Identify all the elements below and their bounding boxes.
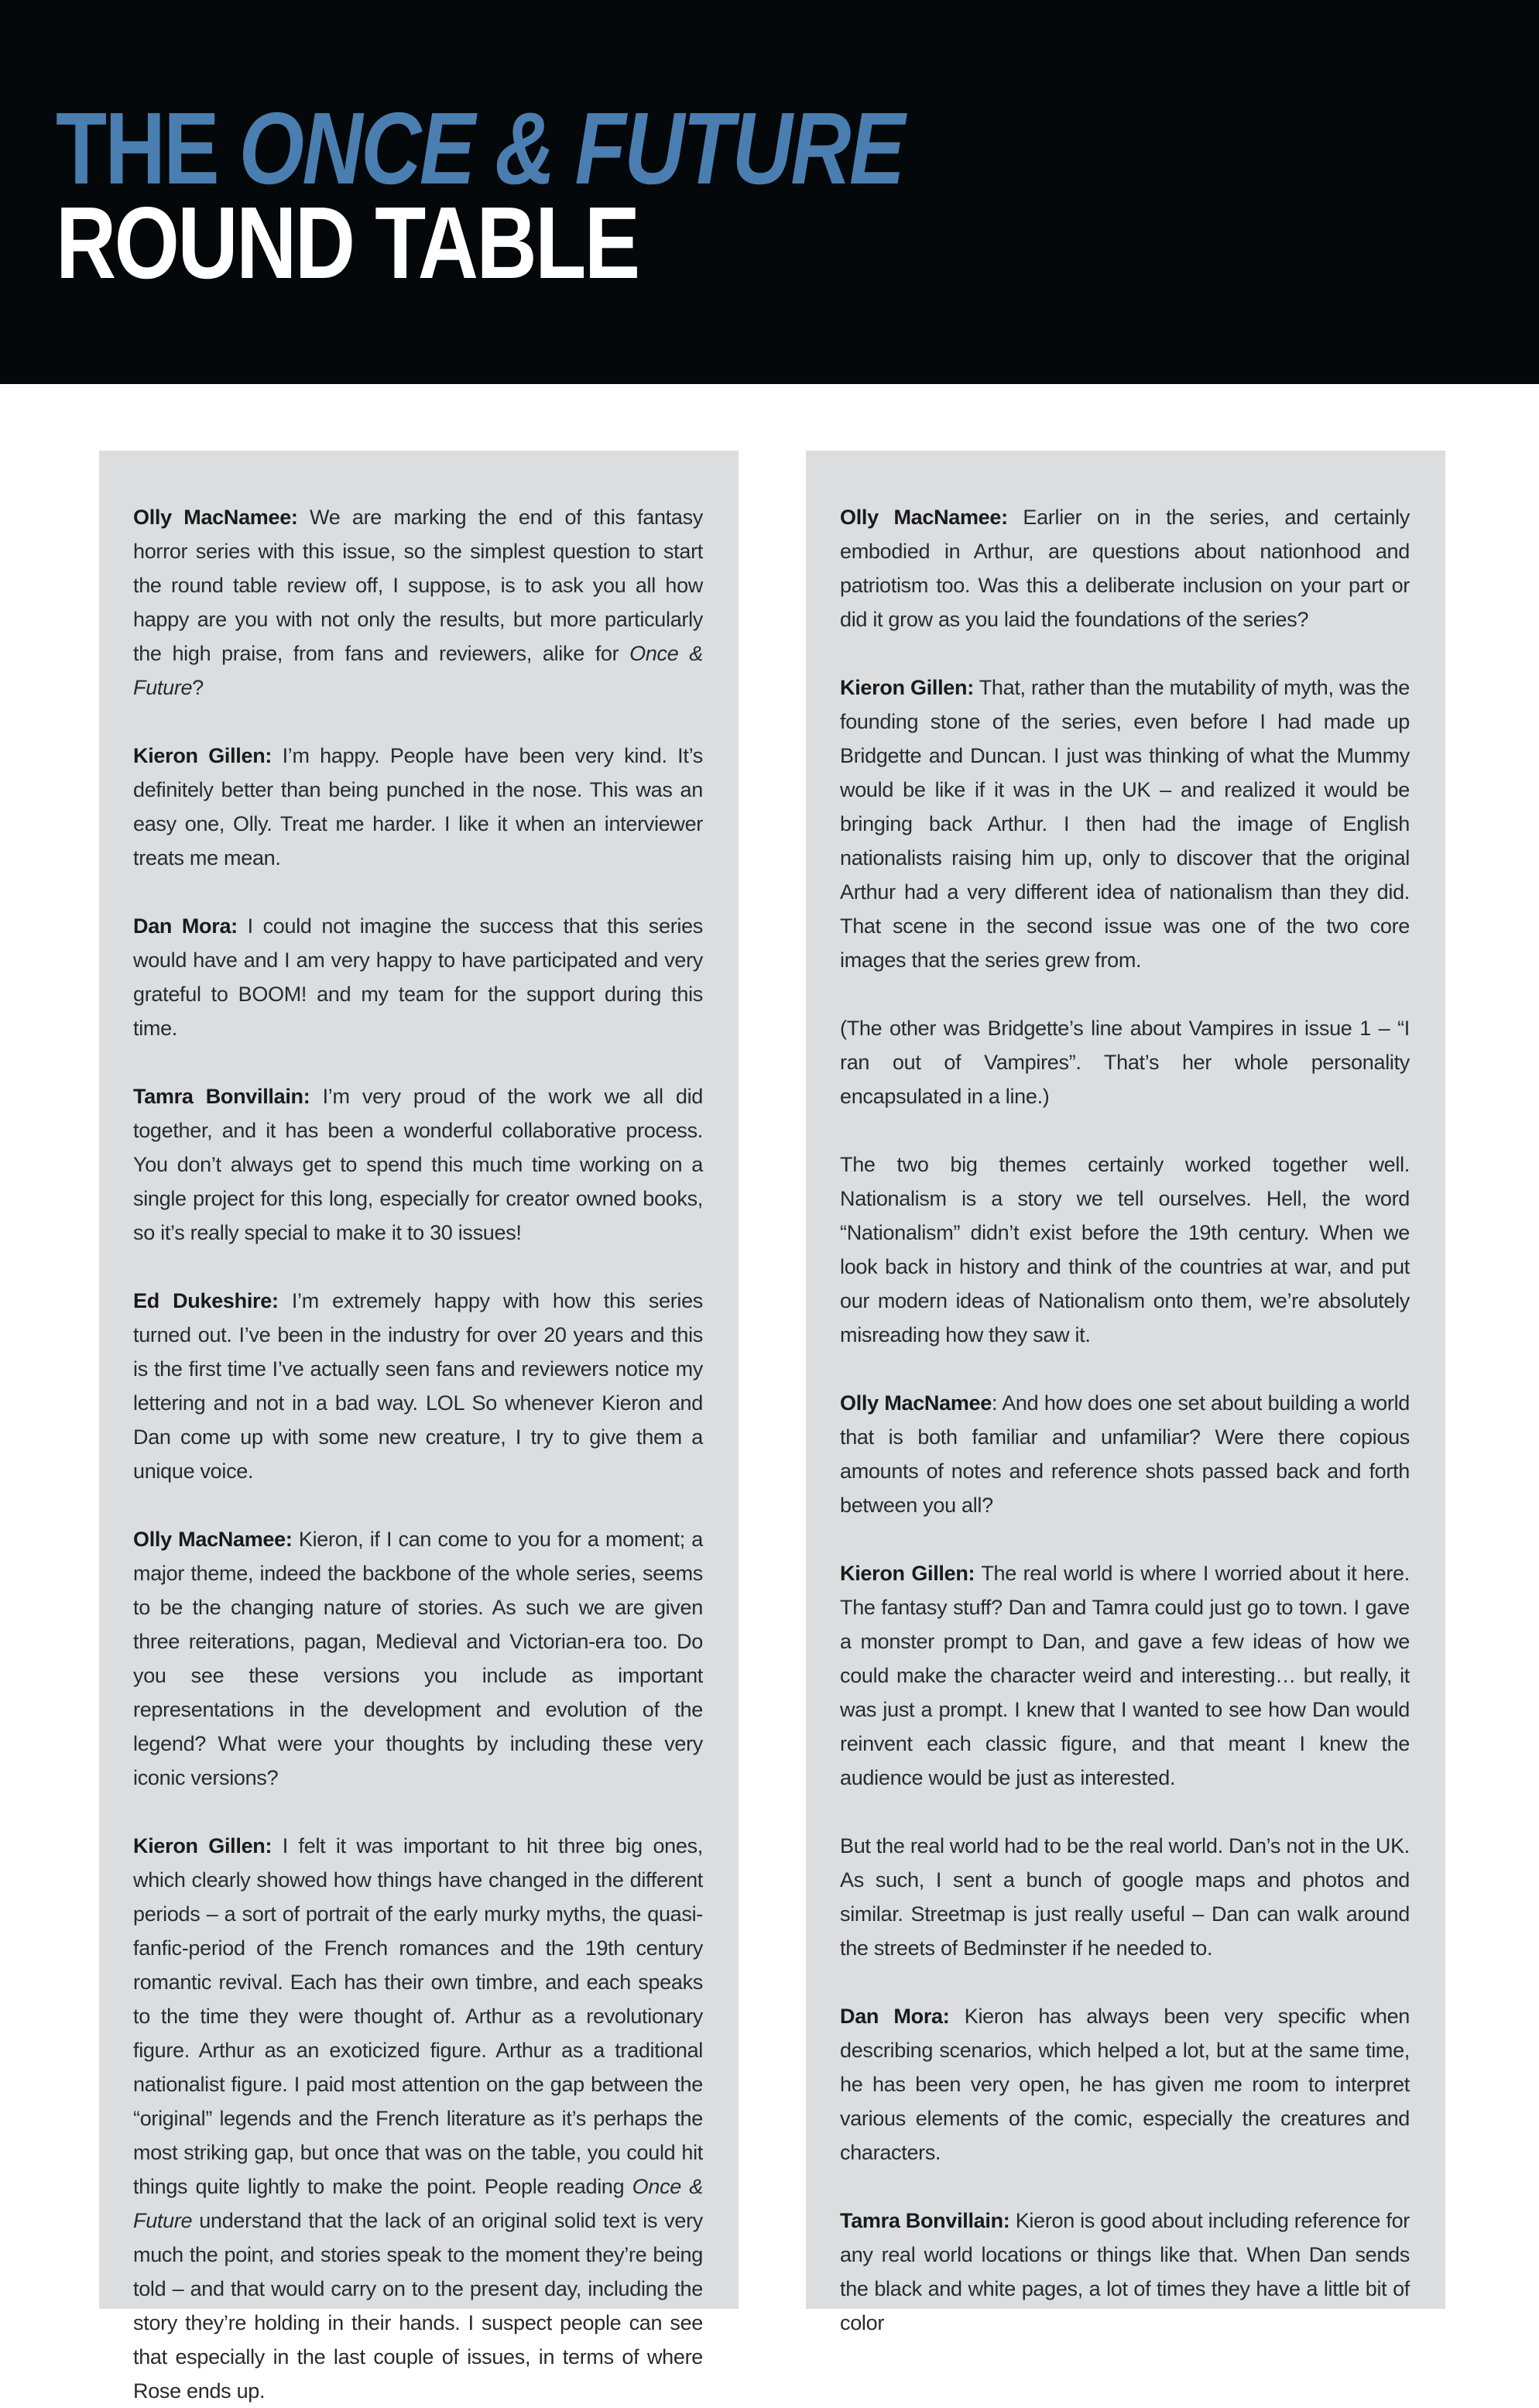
- paragraph-text: We are marking the end of this fantasy horror series with this issue, so the simplest question to start the round table review off, I suppose, is to ask you all how happy are you with not only the results, but more particularly the high praise, from fans and reviewers, alike for: [133, 506, 703, 665]
- speaker-name: Kieron Gillen:: [133, 1834, 272, 1857]
- interview-paragraph: [133, 1522, 703, 1795]
- speaker-name: Olly MacNamee: [840, 1391, 992, 1415]
- paragraph-text: I’m extremely happy with how this series turned out. I’ve been in the industry for over 20 years and this is the first time I’ve actually seen fans and reviewers notice my lettering and not in a bad way. LOL So whenever Kieron and Dan come up with some new creature, I try to give them a unique voice.: [133, 1289, 703, 1483]
- speaker-name: Olly MacNamee:: [840, 506, 1008, 529]
- title-the: THE: [56, 91, 218, 205]
- interview-paragraph: [840, 1556, 1410, 1795]
- paragraph-text: That, rather than the mutability of myth, was the founding stone of the series, even before I had made up Bridgette and Duncan. I just was thinking of what the Mummy would be like if it was in the UK – and realized it would be bringing back Arthur. I then had the image of English nationalists raising him up, only to discover that the original Arthur had a very different idea of nationalism than they did. That scene in the second issue was one of the two core images that the series grew from.: [840, 676, 1410, 972]
- paragraph-text: Kieron has always been very specific when describing scenarios, which helped a lot, but at the same time, he has been very open, he has given me room to interpret various elements of the comic, especially the creatures and characters.: [840, 2005, 1410, 2164]
- interview-paragraph: [840, 1829, 1410, 1965]
- title-round-table: ROUND TABLE: [56, 186, 639, 300]
- interview-paragraph: [133, 500, 703, 705]
- paragraph-text: I could not imagine the success that this series would have and I am very happy to have participated and very grateful to BOOM! and my team for the support during this time.: [133, 914, 703, 1040]
- paragraph-text: Kieron is good about including reference for any real world locations or things like that. When Dan sends the black and white pages, a lot of times they have a little bit of color: [840, 2209, 1410, 2334]
- speaker-name: Kieron Gillen:: [133, 744, 272, 767]
- speaker-name: Tamra Bonvillain:: [133, 1085, 310, 1108]
- interview-paragraph: [840, 1386, 1410, 1522]
- speaker-name: Olly MacNamee:: [133, 506, 298, 529]
- title-line-1: [56, 91, 903, 205]
- interview-paragraph: [133, 909, 703, 1045]
- paragraph-text: (The other was Bridgette’s line about Vampires in issue 1 – “I ran out of Vampires”. That’s her whole personality encapsulated in a line.): [840, 1017, 1410, 1108]
- interview-paragraph: [840, 671, 1410, 977]
- title-once-and-future: ONCE & FUTURE: [238, 91, 903, 205]
- interview-paragraph: [840, 1999, 1410, 2170]
- speaker-name: Kieron Gillen:: [840, 1562, 975, 1585]
- paragraph-text: I’m very proud of the work we all did together, and it has been a wonderful collaborative process. You don’t always get to spend this much time working on a single project for this long, especially for creator owned books, so it’s really special to make it to 30 issues!: [133, 1085, 703, 1244]
- interview-paragraph: [133, 1829, 703, 2408]
- paragraph-text: : And how does one set about building a world that is both familiar and unfamiliar? Were there copious amounts of notes and reference shots passed back and forth between you all?: [840, 1391, 1410, 1517]
- interview-paragraph: [133, 739, 703, 875]
- interview-paragraph: [840, 1147, 1410, 1352]
- interview-paragraph: [133, 1284, 703, 1488]
- speaker-name: Olly MacNamee:: [133, 1528, 293, 1551]
- speaker-name: Dan Mora:: [840, 2005, 950, 2028]
- paragraph-italic-title: Once & Future: [133, 642, 703, 699]
- paragraph-text: Earlier on in the series, and certainly embodied in Arthur, are questions about nationhood and patriotism too. Was this a deliberate inclusion on your part or did it grow as you laid the foundations of the series?: [840, 506, 1410, 631]
- paragraph-text: The real world is where I worried about it here. The fantasy stuff? Dan and Tamra could just go to town. I gave a monster prompt to Dan, and gave a few ideas of how we could make the character weird and interesting… but really, it was just a prompt. I knew that I wanted to see how Dan would reinvent each classic figure, and that meant I knew the audience would be just as interested.: [840, 1562, 1410, 1789]
- interview-paragraph: [840, 2204, 1410, 2340]
- paragraph-text: I felt it was important to hit three big ones, which clearly showed how things have changed in the different periods – a sort of portrait of the early murky myths, the quasi-fanfic-period of the French romances and the 19th century romantic revival. Each has their own timbre, and each speaks to the time they were thought of. Arthur as a revolutionary figure. Arthur as an exoticized figure. Arthur as a traditional nationalist figure. I paid most attention on the gap between the “original” legends and the French literature as it’s perhaps the most striking gap, but once that was on the table, you could hit things quite lightly to make the point. People reading: [133, 1834, 703, 2198]
- paragraph-text: understand that the lack of an original solid text is very much the point, and stories speak to the moment they’re being told – and that would carry on to the present day, including the story they’re holding in their hands. I suspect people can see that especially in the last couple of issues, in terms of where Rose ends up.: [133, 2209, 703, 2403]
- paragraph-text: Kieron, if I can come to you for a moment; a major theme, indeed the backbone of the whole series, seems to be the changing nature of stories. As such we are given three reiterations, pagan, Medieval and Victorian-era too. Do you see these versions you include as important representations in the development and evolution of the legend? What were your thoughts by including these very iconic versions?: [133, 1528, 703, 1789]
- speaker-name: Kieron Gillen:: [840, 676, 974, 699]
- speaker-name: Dan Mora:: [133, 914, 238, 938]
- paragraph-text: I’m happy. People have been very kind. It’s definitely better than being punched in the nose. This was an easy one, Olly. Treat me harder. I like it when an interviewer treats me mean.: [133, 744, 703, 870]
- paragraph-text: The two big themes certainly worked together well. Nationalism is a story we tell ourselves. Hell, the word “Nationalism” didn’t exist before the 19th century. When we look back in history and think of the countries at war, and put our modern ideas of Nationalism onto them, we’re absolutely misreading how they saw it.: [840, 1153, 1410, 1346]
- left-column-panel: [99, 451, 739, 2403]
- right-column-panel: [806, 451, 1445, 2334]
- paragraph-italic-title: Once & Future: [133, 2175, 703, 2232]
- interview-paragraph: [840, 1011, 1410, 1113]
- speaker-name: Tamra Bonvillain:: [840, 2209, 1010, 2232]
- interview-paragraph: [133, 1079, 703, 1250]
- paragraph-text: But the real world had to be the real world. Dan’s not in the UK. As such, I sent a bunch of google maps and photos and similar. Streetmap is just really useful – Dan can walk around the streets of Bedminster if he needed to.: [840, 1834, 1410, 1960]
- page-header: [0, 0, 1539, 384]
- speaker-name: Ed Dukeshire:: [133, 1289, 279, 1312]
- interview-paragraph: [840, 500, 1410, 636]
- paragraph-text: ?: [192, 676, 204, 699]
